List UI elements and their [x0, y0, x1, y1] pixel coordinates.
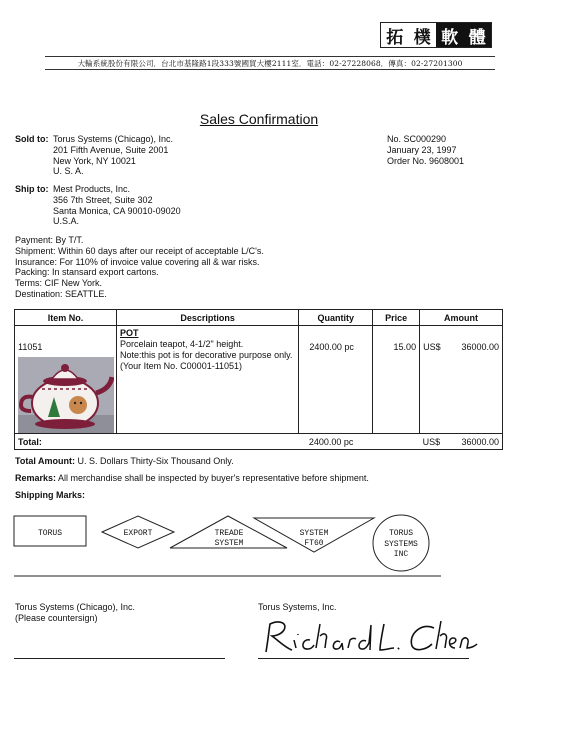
insurance-term: Insurance: For 110% of invoice value covering all & war risks. — [15, 256, 260, 267]
column-header: Item No. — [15, 310, 117, 326]
document-title: Sales Confirmation — [199, 111, 319, 127]
document-number: No. SC000290 — [387, 134, 447, 144]
mark-text-line: SYSTEM — [299, 529, 329, 538]
buyer-block — [15, 602, 135, 624]
price-value: 15.00 — [393, 342, 417, 352]
terms-block — [15, 235, 264, 300]
currency-label: US$ — [423, 342, 441, 352]
quantity-cell — [299, 326, 373, 434]
address-line: New York, NY 10021 — [53, 155, 136, 166]
mark-circle-text — [366, 529, 436, 561]
column-header: Quantity — [299, 310, 373, 326]
amount-value: 36000.00 — [461, 342, 499, 352]
logo-char: 樸 — [409, 23, 437, 47]
column-header: Price — [373, 310, 420, 326]
table-row — [15, 326, 503, 434]
sold-to-label: Sold to: — [15, 134, 49, 144]
mark-text-line: TORUS — [388, 529, 413, 538]
total-label: Total: — [15, 434, 299, 450]
total-quantity: 2400.00 pc — [299, 434, 420, 450]
sold-to-address — [53, 134, 173, 177]
logo-char: 體 — [464, 23, 492, 47]
logo-char: 軟 — [436, 23, 464, 47]
address-line: Mest Products, Inc. — [53, 184, 131, 194]
price-cell — [373, 326, 420, 434]
shipping-marks-label: Shipping Marks: — [15, 490, 86, 500]
currency-label: US$ — [422, 436, 441, 447]
mark-triangle-text — [189, 529, 269, 549]
logo-char: 拓 — [381, 23, 409, 47]
column-header: Descriptions — [116, 310, 298, 326]
item-cell — [15, 326, 117, 434]
document-info — [387, 134, 464, 166]
buyer-signature-line — [14, 658, 225, 659]
header-rule — [45, 56, 495, 57]
address-line: U.S.A. — [53, 216, 80, 227]
remarks-label: Remarks: — [15, 473, 57, 483]
mark-text-line: SYSTEM — [214, 539, 244, 548]
address-line: Santa Monica, CA 90010-09020 — [53, 205, 181, 216]
total-amount-cell — [420, 434, 503, 450]
items-table — [14, 309, 503, 450]
mark-inverted-triangle-text — [274, 529, 354, 549]
mark-text-line: SYSTEMS — [384, 539, 418, 549]
company-logo — [380, 22, 492, 48]
buyer-note: (Please countersign) — [15, 612, 98, 623]
company-address: 大輪系統股份有限公司．台北市基隆路1段333號國貿大樓2111室．電話：02-27228068．傳真：02-27201300 — [77, 59, 463, 68]
shipment-term: Shipment: Within 60 days after our receipt of acceptable L/C's. — [15, 245, 264, 256]
document-date: January 23, 1997 — [387, 144, 457, 155]
mark-box-text: TORUS — [37, 529, 62, 538]
item-number: 11051 — [18, 342, 43, 352]
ship-to-address — [53, 184, 181, 227]
seller-signature — [258, 616, 478, 658]
remarks-text: All merchandise shall be inspected by buyer's representative before shipment. — [58, 473, 369, 483]
price-term: Terms: CIF New York. — [15, 278, 103, 289]
table-header-row — [15, 310, 503, 326]
total-amount-label: Total Amount: — [15, 456, 75, 466]
address-line: U. S. A. — [53, 166, 84, 177]
mark-text-line: FT60 — [304, 539, 324, 548]
mark-text-line: TREADE — [214, 529, 244, 538]
product-name: POT — [119, 328, 139, 338]
order-number: Order No. 9608001 — [387, 155, 465, 166]
total-amount-line — [15, 456, 234, 466]
remarks-line — [15, 473, 369, 483]
ship-to-label: Ship to: — [15, 184, 49, 194]
teapot-photo — [18, 357, 114, 433]
description-line: (Your Item No. C00001-11051) — [119, 361, 243, 371]
payment-term: Payment: By T/T. — [15, 235, 84, 245]
address-line: 201 Fifth Avenue, Suite 2001 — [53, 144, 169, 155]
seller-name: Torus Systems, Inc. — [258, 602, 337, 612]
packing-term: Packing: In stansard export cartons. — [15, 267, 159, 278]
buyer-name: Torus Systems (Chicago), Inc. — [15, 602, 136, 612]
description-cell — [116, 326, 298, 434]
column-header: Amount — [420, 310, 503, 326]
total-amount-value: 36000.00 — [461, 436, 499, 447]
amount-cell — [420, 326, 503, 434]
description-line: Note:this pot is for decorative purpose only. — [119, 350, 293, 360]
total-row — [15, 434, 503, 450]
description-line: Porcelain teapot, 4-1/2" height. — [119, 339, 244, 349]
header-rule — [45, 69, 495, 70]
quantity-value: 2400.00 pc — [309, 342, 354, 352]
address-line: Torus Systems (Chicago), Inc. — [53, 134, 174, 144]
seller-signature-line — [258, 658, 469, 659]
mark-diamond-text: EXPORT — [123, 529, 153, 538]
total-amount-text: U. S. Dollars Thirty-Six Thousand Only. — [77, 456, 234, 466]
mark-text-line: INC — [393, 550, 409, 559]
address-line: 356 7th Street, Suite 302 — [53, 194, 153, 205]
destination-term: Destination: SEATTLE. — [15, 288, 107, 299]
